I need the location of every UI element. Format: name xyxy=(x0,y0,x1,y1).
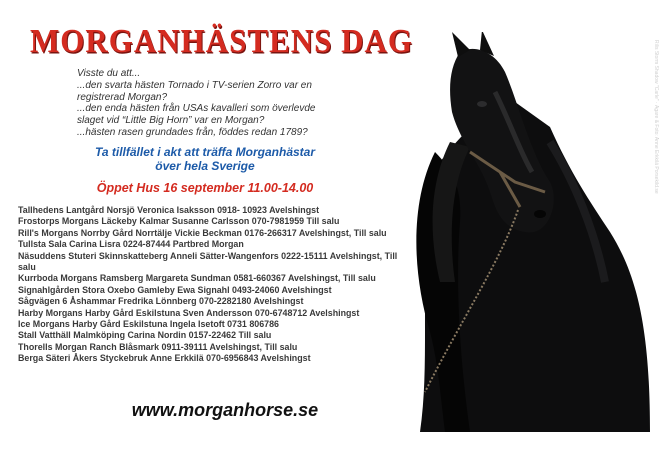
farm-item: Sågvägen 6 Åshammar Fredrika Lönnberg 070-2282180 Avelshingst xyxy=(18,296,304,307)
farm-item: Tallhedens Lantgård Norsjö Veronica Isaksson 0918- 10923 Avelshingst xyxy=(18,205,320,215)
intro-line: Visste du att... xyxy=(77,68,141,79)
intro-line: slaget vid “Little Big Horn” var en Morgan? xyxy=(77,115,265,127)
farm-item: Tullsta Sala Carina Lisra 0224-87444 Partbred Morgan xyxy=(18,239,244,250)
farm-item: Kurrboda Morgans Ramsberg Margareta Sundman 0581-660367 Avelshingst, Till salu xyxy=(18,273,376,284)
did-you-know-section xyxy=(77,68,377,139)
farm-item: Frostorps Morgans Läckeby Kalmar Susanne Carlsson 070-7981959 Till salu xyxy=(18,216,340,227)
farm-item: Thorells Morgan Ranch Blåsmark 0911-39111 Avelshingst, Till salu xyxy=(18,341,298,352)
open-house-date: Öppet Hus 16 september 11.00-14.00 xyxy=(96,181,314,195)
farm-item: Harby Morgans Harby Gård Eskilstuna Sven Andersson 070-6748712 Avelshingst xyxy=(18,307,360,318)
website-url: www.morganhorse.se xyxy=(131,400,319,420)
call-to-action xyxy=(40,145,370,173)
horse-eye xyxy=(477,101,487,107)
cta-line: över hela Sverige xyxy=(155,159,255,173)
farm-item: Ice Morgans Harby Gård Eskilstuna Ingela Isetoft 0731 806786 xyxy=(18,319,279,330)
farm-item: Berga Säteri Åkers Styckebruk Anne Erkkilä 070-6956843 Avelshingst xyxy=(18,353,311,364)
intro-line: ...hästen rasen grundades från, föddes redan 1789? xyxy=(77,126,308,138)
intro-line: ...den enda hästen från USAs kavalleri som överlevde xyxy=(77,103,316,115)
cta-line: Ta tillfället i akt att träffa Morganhästar xyxy=(94,145,316,159)
farm-item: Stall Vatthäll Malmköping Carina Nordin 0157-22462 Till salu xyxy=(18,330,272,341)
intro-line: registrerad Morgan? xyxy=(77,91,168,103)
black-horse-photo xyxy=(400,32,650,432)
photo-credit: Rilis Storm Shadow "Carle" · Ägare & Foto: Anne Erkkilä Porsekild.se xyxy=(653,40,659,194)
farm-item: Rill's Morgans Norrby Gård Norrtälje Vickie Beckman 0176-266317 Avelshingst, Till salu xyxy=(18,227,387,238)
farm-list xyxy=(18,205,413,365)
farm-item: Näsuddens Stuteri Skinnskatteberg Anneli Sätter-Wangenfors 0222-15111 Avelshingst, Till salu xyxy=(18,250,398,273)
intro-line: ...den svarta hästen Tornado i TV-serien Zorro var en xyxy=(77,79,312,91)
horse-nostril xyxy=(534,210,546,218)
farm-item: Signahlgården Stora Oxebo Gamleby Ewa Signahl 0493-24060 Avelshingst xyxy=(18,284,332,295)
poster-title: MORGANHÄSTENS DAG xyxy=(30,22,414,60)
